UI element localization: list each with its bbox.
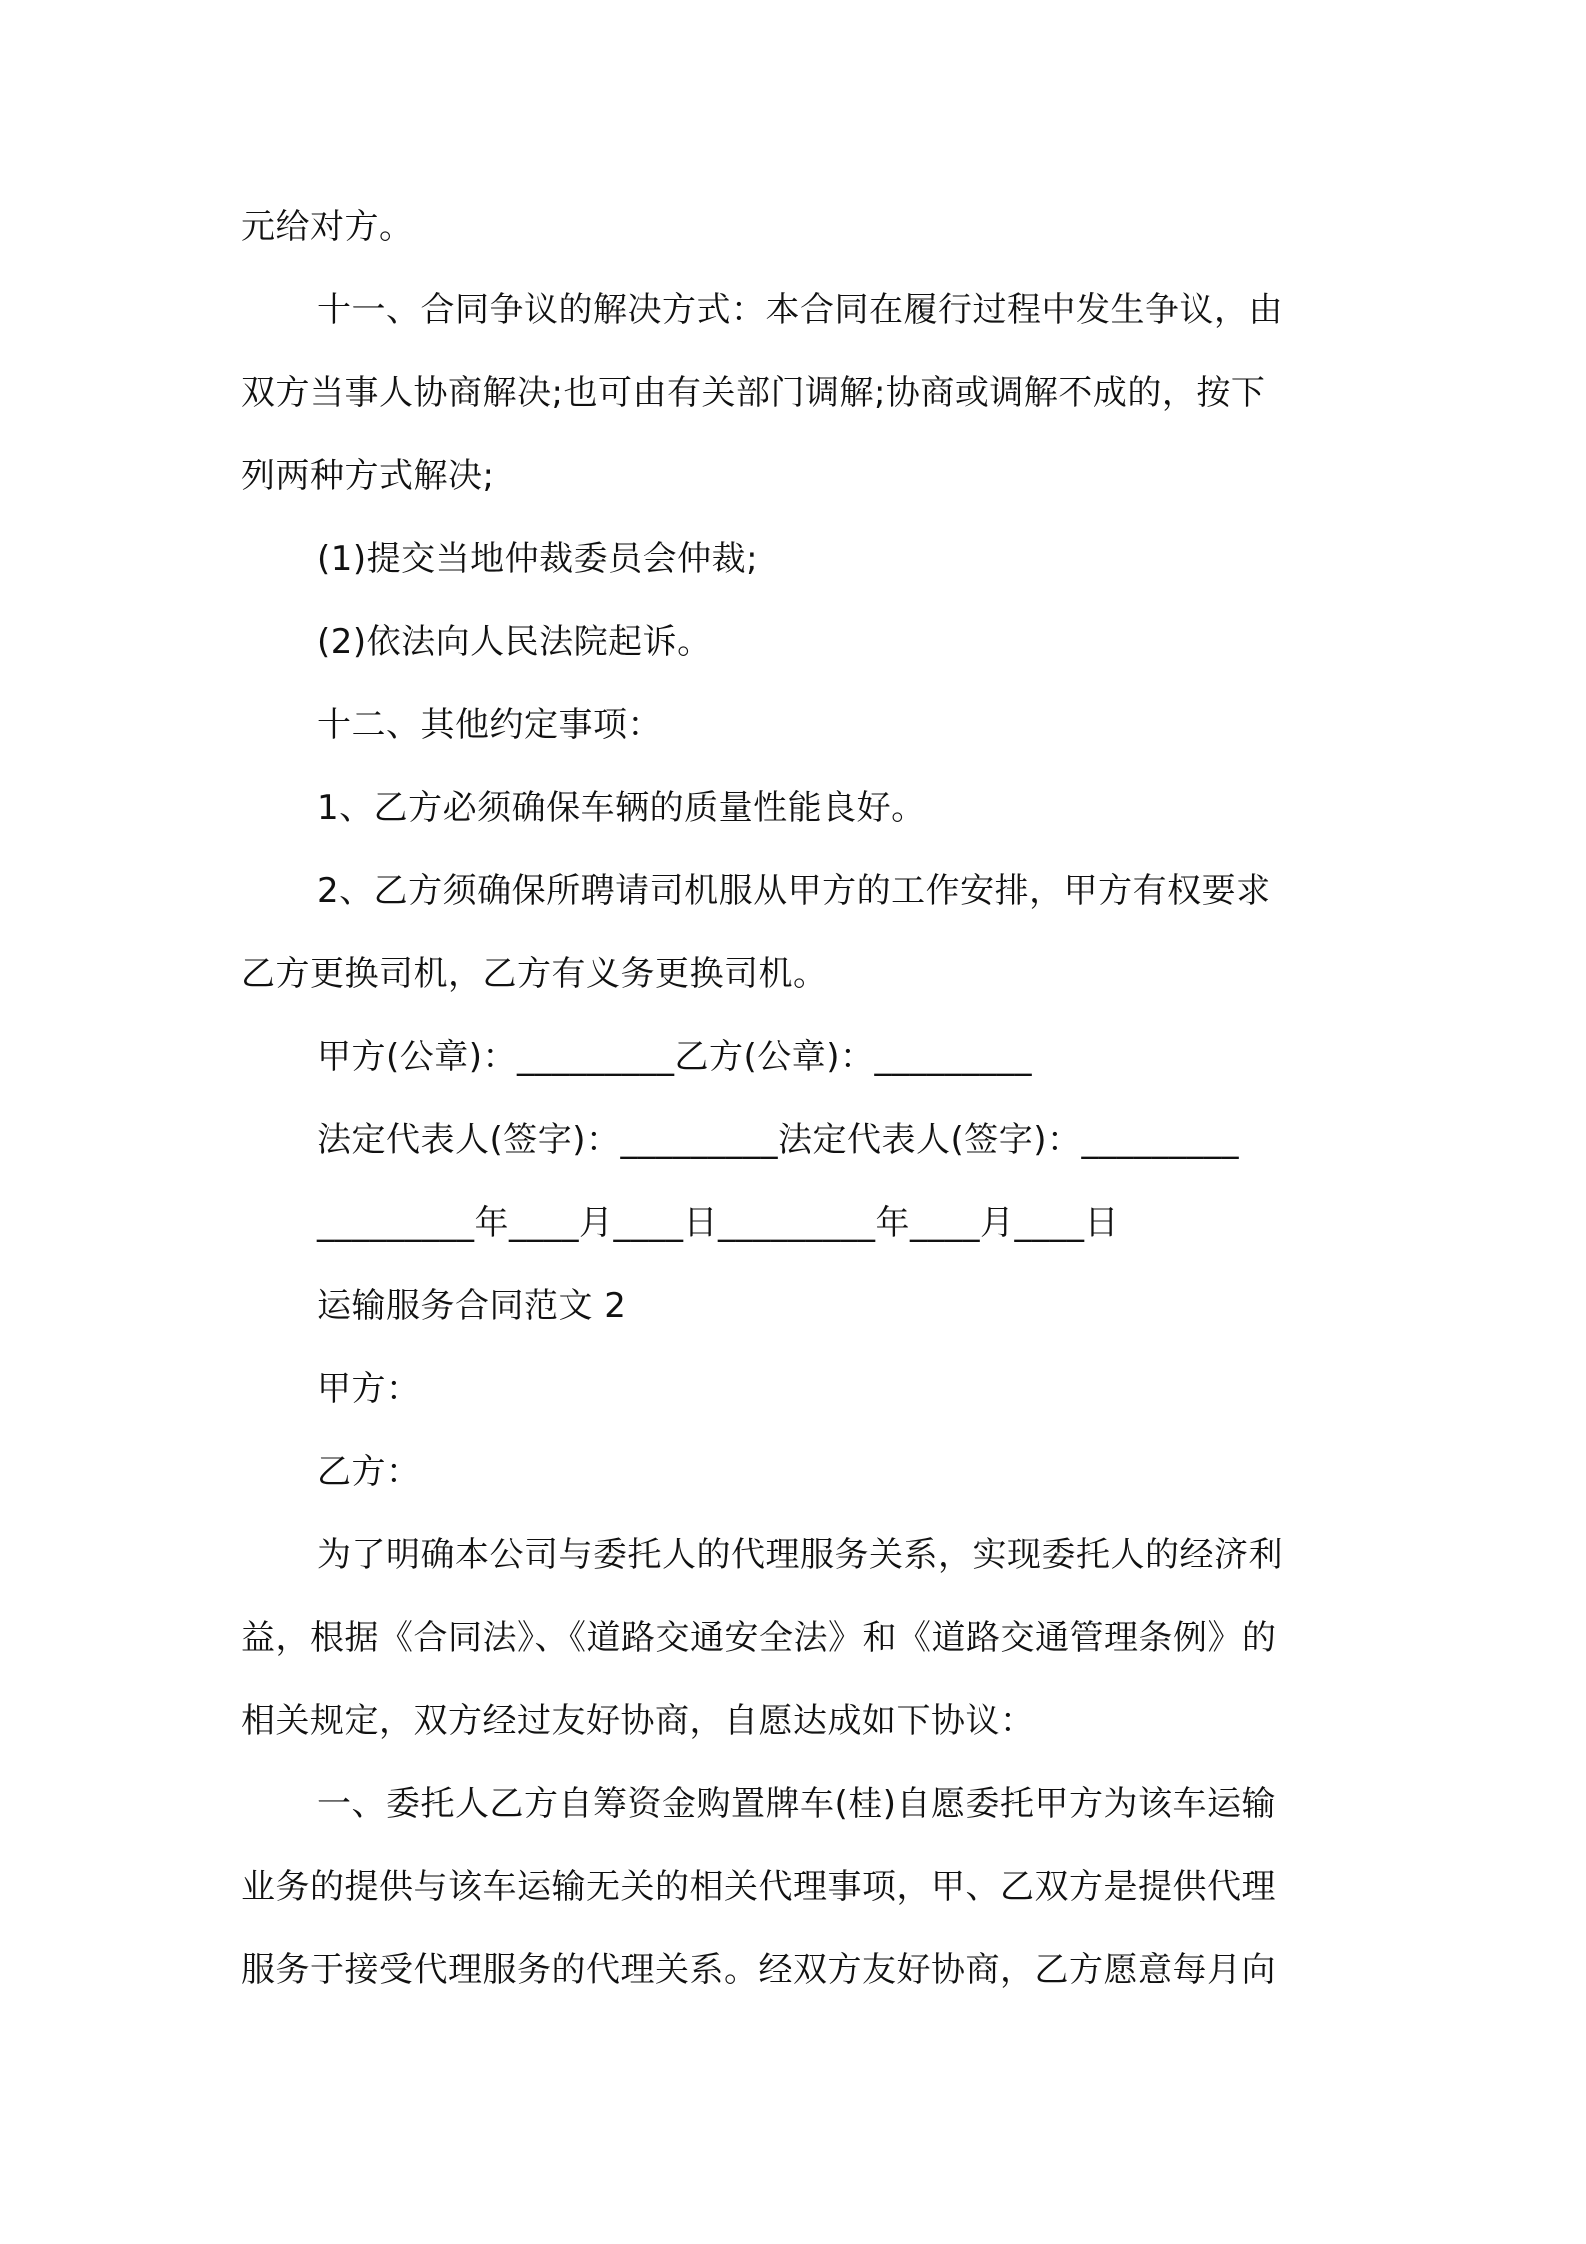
clause-11-option-1: (1)提交当地仲裁委员会仲裁; [317, 539, 759, 579]
clause-12-heading: 十二、其他约定事项： [317, 705, 662, 745]
signature-representative-line: 法定代表人(签字)：_________法定代表人(签字)：_________ [317, 1120, 1240, 1160]
party-a-label: 甲方： [317, 1369, 421, 1409]
contract-text [241, 186, 1353, 2012]
party-b-label: 乙方： [317, 1452, 421, 1492]
clause-1-line-3: 服务于接受代理服务的代理关系。经双方友好协商，乙方愿意每月向 [241, 1950, 1276, 1990]
clause-11-line-2: 双方当事人协商解决;也可由有关部门调解;协商或调解不成的，按下 [241, 373, 1266, 413]
clause-12-item-2-line-1: 2、乙方须确保所聘请司机服从甲方的工作安排，甲方有权要求 [317, 871, 1271, 911]
section-title: 运输服务合同范文 2 [317, 1286, 627, 1326]
preamble-line-3: 相关规定，双方经过友好协商，自愿达成如下协议： [241, 1701, 1035, 1741]
signature-date-line: _________年____月____日_________年____月____日 [317, 1203, 1119, 1243]
preamble-line-2: 益，根据《合同法》、《道路交通安全法》和《道路交通管理条例》的 [241, 1618, 1277, 1658]
clause-11-option-2: (2)依法向人民法院起诉。 [317, 622, 712, 662]
preamble-line-1: 为了明确本公司与委托人的代理服务关系，实现委托人的经济利 [317, 1535, 1283, 1575]
clause-1-line-2: 业务的提供与该车运输无关的相关代理事项，甲、乙双方是提供代理 [241, 1867, 1276, 1907]
clause-11-line-1: 十一、合同争议的解决方式：本合同在履行过程中发生争议，由 [317, 290, 1283, 330]
clause-1-line-1: 一、委托人乙方自筹资金购置牌车(桂)自愿委托甲方为该车运输 [317, 1784, 1277, 1824]
clause-11-line-3: 列两种方式解决; [241, 456, 495, 496]
signature-seal-line: 甲方(公章)：_________乙方(公章)：_________ [317, 1037, 1033, 1077]
clause-12-item-2-line-2: 乙方更换司机，乙方有义务更换司机。 [241, 954, 828, 994]
clause-12-item-1: 1、乙方必须确保车辆的质量性能良好。 [317, 788, 926, 828]
text-line-1: 元给对方。 [241, 207, 414, 247]
